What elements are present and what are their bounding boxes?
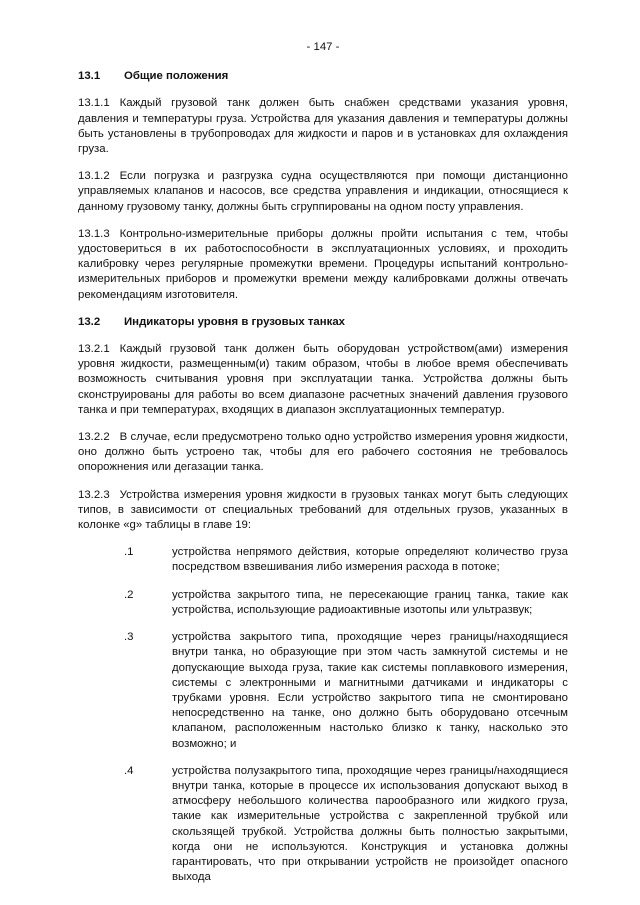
list-text: устройства закрытого типа, проходящие через границы/находящиеся внутри танка, но образующие при этом часть замкнутой системы и не допускающие выхода груза, такие как системы поплавкового измерения, системы с электронными и магнитными датчиками и индикаторы с трубками уровня. Если устройство закрытого типа не смонтировано непосредственно на танке, оно должно быть оборудовано отсечным клапаном, расположенным настолько близко к танку, насколько это возможно; и xyxy=(172,631,568,750)
section-title: Индикаторы уровня в грузовых танках xyxy=(124,315,345,328)
paragraph-text: Устройства измерения уровня жидкости в грузовых танках могут быть следующих типов, в зависимости от специальных требований для отдельных грузов, указанных в колонке «g» таблицы в главе 19: xyxy=(78,488,568,532)
paragraph-text: В случае, если предусмотрено только одно устройство измерения уровня жидкости, оно должно быть устроено так, чтобы для его рабочего состояния не требовалось опорожнения или дегазации танка. xyxy=(78,431,568,474)
paragraph xyxy=(78,342,568,418)
paragraph-number: 13.2.1 xyxy=(78,343,110,356)
paragraph xyxy=(78,227,568,303)
list-text: устройства непрямого действия, которые определяют количество груза посредством взвешивания либо измерения расхода в потоке; xyxy=(172,546,568,574)
paragraph-number: 13.1.3 xyxy=(78,227,110,240)
list-marker: .1 xyxy=(124,546,134,559)
list-text: устройства закрытого типа, не пересекающие границ танка, такие как устройства, использующие радиоактивные изотопы или ультразвук; xyxy=(172,588,568,616)
paragraph-number: 13.1.1 xyxy=(78,97,110,110)
section-heading xyxy=(78,315,568,330)
paragraph xyxy=(78,96,568,157)
list-marker: .3 xyxy=(124,631,134,644)
paragraph-text: Каждый грузовой танк должен быть снабжен средствами указания уровня, давления и температуры груза. Устройства для указания давления и температуры должны быть установлены в трубопроводах для жидкости и паров и в установках для охлаждения груза. xyxy=(78,97,568,156)
section-number: 13.1 xyxy=(78,70,101,83)
paragraph xyxy=(78,430,568,476)
paragraph-text: Если погрузка и разгрузка судна осуществляются при помощи дистанционно управляемых клапанов и насосов, все средства управления и индикации, относящиеся к данному грузовому танку, должны быть сгруппированы на одном посту управления. xyxy=(78,170,568,213)
list-item xyxy=(78,764,568,886)
paragraph-number: 13.2.2 xyxy=(78,431,110,444)
list-marker: .2 xyxy=(124,588,134,601)
paragraph xyxy=(78,488,568,534)
list-item xyxy=(78,630,568,752)
list-item xyxy=(78,588,568,618)
section-heading xyxy=(78,69,568,84)
list-item xyxy=(78,545,568,575)
list-marker: .4 xyxy=(124,764,134,777)
section-number: 13.2 xyxy=(78,315,101,328)
paragraph-number: 13.1.2 xyxy=(78,170,110,183)
paragraph xyxy=(78,169,568,215)
page-number: - 147 - xyxy=(306,41,340,53)
paragraph-text: Контрольно-измерительные приборы должны пройти испытания с тем, чтобы удостовериться в их работоспособности в эксплуатационных условиях, и проходить калибровку через регулярные промежутки времени. Процедуры испытаний контрольно-измерительных приборов и промежутки времени между калибровками должны отвечать рекомендациям изготовителя. xyxy=(78,227,568,301)
paragraph-number: 13.2.3 xyxy=(78,488,110,501)
paragraph-text: Каждый грузовой танк должен быть оборудован устройством(ами) измерения уровня жидкости, размещенным(и) таким образом, чтобы в любое время обеспечивать возможность считывания уровня при эксплуатации танка. Устройства должны быть сконструированы для работы во всем диапазоне расчетных значений давления грузового танка и при температурах, входящих в диапазон эксплуатационных температур. xyxy=(78,343,568,416)
section-title: Общие положения xyxy=(124,70,229,83)
list-text: устройства полузакрытого типа, проходящие через границы/находящиеся внутри танка, которые в процессе их использования допускают выход в атмосферу небольшого количества парообразного или жидкого груза, такие как измерительные устройства с закрепленной трубкой или скользящей трубкой. Устройства должны быть полностью закрытыми, когда они не используются. Конструкция и установка должны гарантировать, что при открывании устройств не произойдет опасного выхода xyxy=(172,764,568,884)
